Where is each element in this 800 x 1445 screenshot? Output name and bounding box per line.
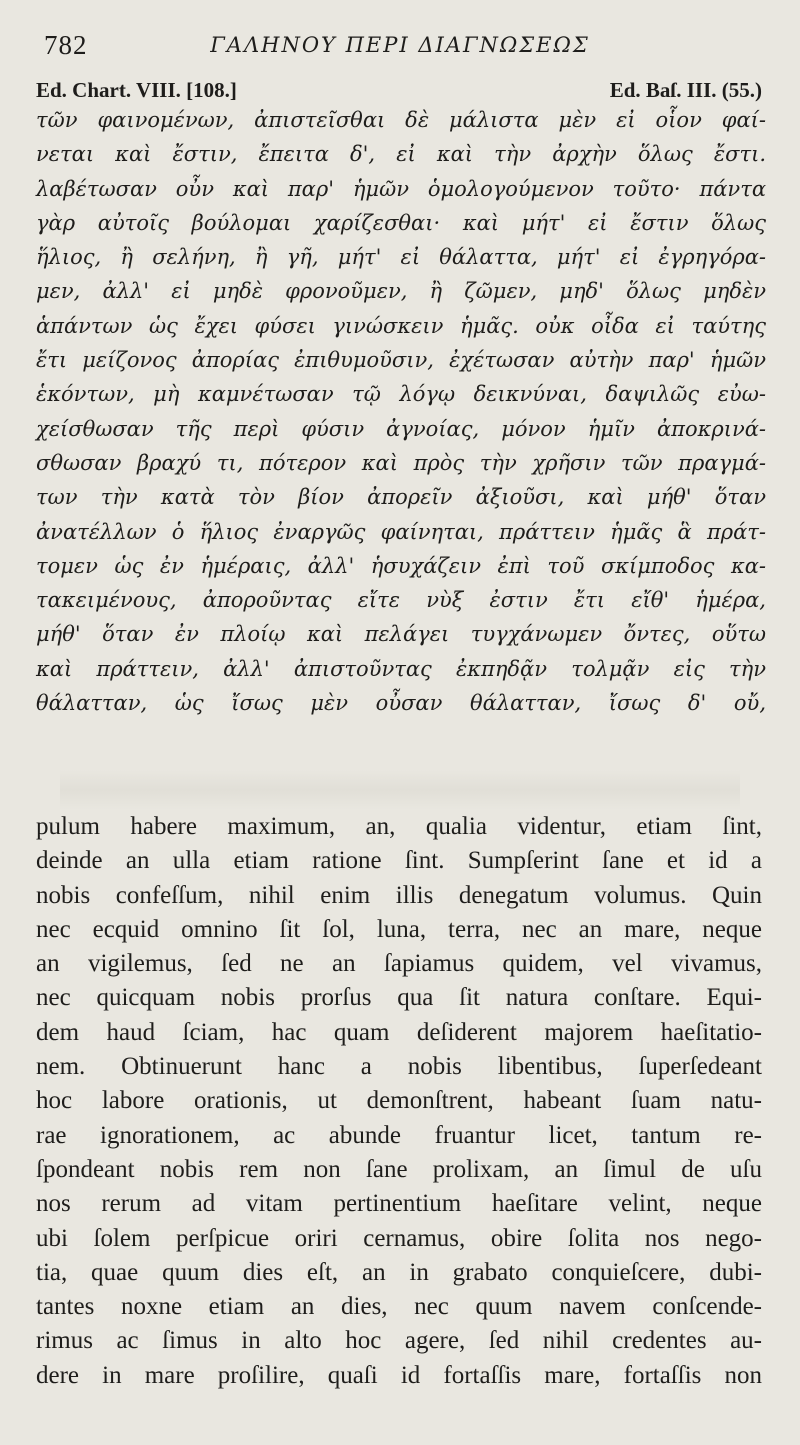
greek-line: λαβέτωσαν οὖν καὶ παρ' ἡμῶν ὁμολογούμενον τοῦτο· πάντα: [36, 176, 766, 201]
greek-line: των τὴν κατὰ τὸν βίον ἀπορεῖν ἀξιοῦσι, καὶ μήθ' ὅταν: [36, 485, 766, 510]
greek-line: γὰρ αὐτοῖς βούλομαι χαρίζεσθαι· καὶ μήτ' εἰ ἔστιν ὅλως: [36, 210, 766, 235]
greek-line: μεν, ἀλλ' εἰ μηδὲ φρονοῦμεν, ἢ ζῶμεν, μηδ' ὅλως μηδὲν: [36, 279, 766, 304]
greek-line: χείσθωσαν τῆς περὶ φύσιν ἀγνοίας, μόνον ἡμῖν ἀποκρινά-: [36, 416, 766, 441]
greek-line: τῶν φαινομένων, ἀπιστεῖσθαι δὲ μάλιστα μὲν εἰ οἷον φαί-: [36, 108, 766, 132]
latin-line: tia, quae quum dies eſt, an in grabato conquieſcere, dubi-: [36, 1258, 762, 1286]
greek-line: τακειμένους, ἀποροῦντας εἴτε νὺξ ἐστιν ἔτι εἴθ' ἡμέρα,: [36, 588, 766, 613]
greek-line: ἁπάντων ὡς ἔχει φύσει γινώσκειν ἡμᾶς. οὐκ οἶδα εἰ ταύτης: [36, 313, 766, 338]
show-through-smudge: [60, 770, 740, 810]
latin-line: pulum habere maximum, an, qualia videntur, etiam ſint,: [36, 813, 762, 840]
latin-line: nobis confeſſum, nihil enim illis denegatum volumus. Quin: [36, 881, 762, 909]
greek-line: νεται καὶ ἔστιν, ἔπειτα δ', εἰ καὶ τὴν ἀρχὴν ὅλως ἔστι.: [36, 142, 766, 167]
greek-line: τομεν ὡς ἐν ἡμέραις, ἀλλ' ἡσυχάζειν ἐπὶ τοῦ σκίμποδος κα-: [36, 553, 766, 578]
latin-line: hoc labore orationis, ut demonſtrent, habeant ſuam natu-: [36, 1087, 762, 1115]
greek-line: μήθ' ὅταν ἐν πλοίῳ καὶ πελάγει τυγχάνωμεν ὄντες, οὕτω: [36, 622, 766, 647]
running-title: ΓΑΛΗΝΟΥ ΠΕΡΙ ΔΙΑΓΝΩΣΕΩΣ: [210, 33, 590, 57]
latin-line: rimus ac ſimus in alto hoc agere, ſed nihil credentes au-: [36, 1327, 762, 1355]
latin-line: nec quicquam nobis prorſus qua ſit natura conſtare. Equi-: [36, 984, 762, 1012]
latin-line: nem. Obtinuerunt hanc a nobis libentibus, ſuperſedeant: [36, 1053, 762, 1081]
greek-line: ἔτι μείζονος ἀπορίας ἐπιθυμοῦσιν, ἐχέτωσαν αὐτὴν παρ' ἡμῶν: [36, 348, 766, 373]
latin-line: nos rerum ad vitam pertinentium haeſitare velint, neque: [36, 1190, 762, 1218]
latin-line: dere in mare proſilire, quaſi id fortaſſis mare, fortaſſis non: [36, 1361, 762, 1389]
greek-text-block: [36, 103, 766, 720]
edition-reference-chartier: Ed. Chart. VIII. [108.]: [36, 78, 237, 102]
greek-line: ἥλιος, ἢ σελήνη, ἢ γῆ, μήτ' εἰ θάλαττα, μήτ' εἰ ἐγρηγόρα-: [36, 245, 766, 270]
latin-line: deinde an ulla etiam ratione ſint. Sumpſerint ſane et id a: [36, 847, 762, 875]
latin-line: ſpondeant nobis rem non ſane prolixam, an ſimul de uſu: [36, 1155, 762, 1183]
latin-line: nec ecquid omnino ſit ſol, luna, terra, nec an mare, neque: [36, 915, 762, 943]
greek-line: θάλατταν, ὡς ἴσως μὲν οὖσαν θάλατταν, ἴσως δ' οὔ,: [36, 691, 766, 716]
latin-line: tantes noxne etiam an dies, nec quum navem conſcende-: [36, 1293, 762, 1321]
latin-line: rae ignorationem, ac abunde fruantur licet, tantum re-: [36, 1121, 762, 1149]
greek-line: ἑκόντων, μὴ καμνέτωσαν τῷ λόγῳ δεικνύναι, δαψιλῶς εὐω-: [36, 382, 766, 407]
latin-line: dem haud ſciam, hac quam deſiderent majorem haeſitatio-: [36, 1018, 762, 1046]
greek-line: σθωσαν βραχύ τι, πότερον καὶ πρὸς τὴν χρῆσιν τῶν πραγμά-: [36, 450, 766, 475]
latin-text-block: [36, 810, 762, 1393]
latin-line: ubi ſolem perſpicue oriri cernamus, obire ſolita nos nego-: [36, 1224, 762, 1252]
page-number: 782: [44, 30, 88, 60]
edition-reference-basel: Ed. Baſ. III. (55.): [609, 78, 762, 102]
greek-line: καὶ πράττειν, ἀλλ' ἀπιστοῦντας ἐκπηδᾷν τολμᾷν εἰς τὴν: [36, 656, 766, 681]
latin-line: an vigilemus, ſed ne an ſapiamus quidem, vel vivamus,: [36, 950, 762, 978]
greek-line: ἀνατέλλων ὁ ἥλιος ἐναργῶς φαίνηται, πράττειν ἡμᾶς ἃ πράτ-: [36, 519, 766, 544]
